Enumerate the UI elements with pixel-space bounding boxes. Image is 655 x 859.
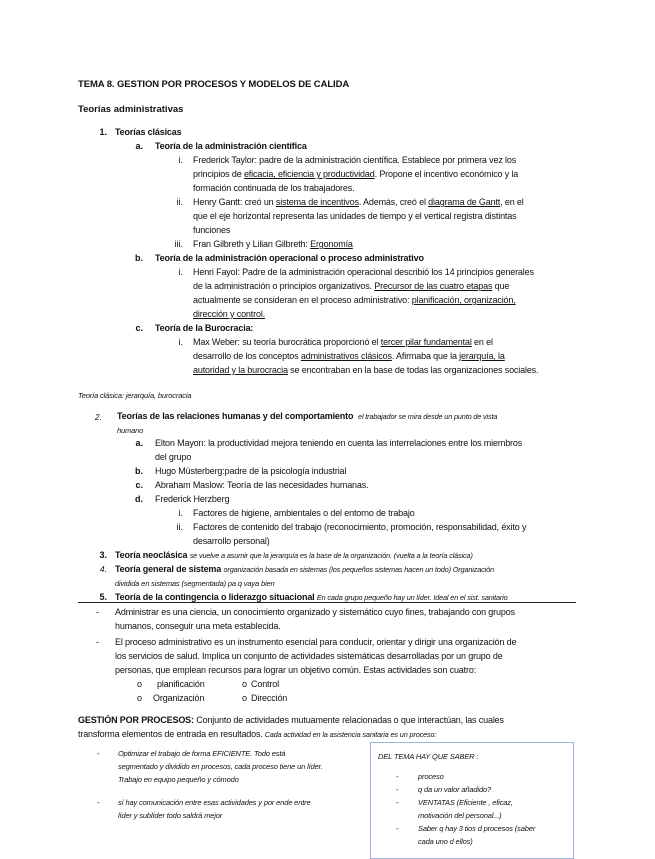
divider-line (78, 602, 576, 603)
text-line: Fran Gilbreth y Lilian Gilbreth: Ergonomía (193, 239, 353, 249)
list-letter: a. (135, 438, 143, 448)
text-line: GESTIÓN POR PROCESOS: Conjunto de actividades mutuamente relacionadas o que interactúan, las cuales (78, 715, 504, 725)
list-roman: i. (178, 337, 183, 347)
text-line: funciones (193, 225, 231, 235)
handwritten-note: Trabajo en equipo pequeño y cómodo (118, 775, 239, 784)
text-line: los servicios de salud. Implica un conjunto de actividades sistemáticas desarrolladas por un grupo de (115, 651, 503, 661)
text-line: Henri Fayol: Padre de la administración operacional describió los 14 principios generales (193, 267, 534, 277)
box-item: proceso (418, 772, 444, 781)
bullet-dash: - (396, 772, 399, 781)
list-letter: c. (135, 323, 143, 333)
text-line: Hugo Müsterberg:padre de la psicología industrial (155, 466, 347, 476)
handwritten-note: sí hay comunicación entre esas actividades y por ende entre (118, 798, 311, 807)
text-line: Factores de higiene, ambientales o del entorno de trabajo (193, 508, 415, 518)
list-letter: b. (135, 253, 143, 263)
text-line: transforma elementos de entrada en resultados. Cada actividad en la asistencia sanitaria es un proceso: (78, 729, 437, 739)
list-roman: i. (178, 155, 183, 165)
text-line: planificación (157, 679, 205, 689)
list-heading: Teoría general de sistema organización basada en sistemas (los pequeños sistemas hacen un todo) Organización (115, 564, 494, 574)
list-letter: d. (135, 494, 143, 504)
list-heading: Teoría neoclásica se vuelve a asumir que la jerarquía es la base de la organización. (vuelta a la teoría clásica) (115, 550, 473, 560)
box-item: Saber q hay 3 tios d procesos (saber (418, 824, 536, 833)
list-roman: i. (178, 267, 183, 277)
document-title: TEMA 8. GESTION POR PROCESOS Y MODELOS DE CALIDA (78, 79, 350, 90)
text-line: Abraham Maslow: Teoría de las necesidades humanas. (155, 480, 369, 490)
bullet-dash: - (97, 749, 100, 758)
text-line: Organización (153, 693, 205, 703)
box-title: DEL TEMA HAY QUE SABER : (378, 752, 479, 761)
text-line: Frederick Taylor: padre de la administración científica. Establece por primera vez los (193, 155, 517, 165)
text-line: que el eje horizontal representa las unidades de tiempo y el vertical registra distintas (193, 211, 517, 221)
list-letter: b. (135, 466, 143, 476)
list-number: 3. (99, 550, 107, 560)
text-line: Control (251, 679, 279, 689)
handwritten-note: segmentado y dividido en procesos, cada proceso tiene un líder. (118, 762, 323, 771)
bullet-circle: o (242, 693, 247, 703)
text-line: El proceso administrativo es un instrumento esencial para conducir, orientar y dirigir una organización de (115, 637, 517, 647)
text-line: Elton Mayon: la productividad mejora teniendo en cuenta las interrelaciones entre los miembros (155, 438, 523, 448)
bullet-dash: - (396, 785, 399, 794)
text-line: autoridad y la burocracia se encontraban en la base de todas las organizaciones sociales. (193, 365, 539, 375)
text-line: actualmente se consideran en el proceso administrativo: planificación, organización, (193, 295, 516, 305)
text-line: Dirección (251, 693, 288, 703)
list-roman: i. (178, 508, 183, 518)
text-line: desarrollo de los conceptos administrativos clásicos. Afirmaba que la jerarquía, la (193, 351, 505, 361)
list-letter: a. (135, 141, 143, 151)
text-line: desarrollo personal) (193, 536, 270, 546)
text-line: formación continuada de los trabajadores. (193, 183, 355, 193)
bullet-dash: - (396, 824, 399, 833)
box-item: q da un valor añadido? (418, 785, 492, 794)
list-heading: Teorías de las relaciones humanas y del comportamiento el trabajador se mira desde un punto de vista (117, 411, 498, 421)
list-roman: ii. (176, 197, 183, 207)
list-heading: Teoría de la administración científica (155, 141, 307, 151)
text-line: Administrar es una ciencia, un conocimiento organizado y sistemático cuyo fines, trabajando con grupos (115, 607, 515, 617)
section-subtitle: Teorías administrativas (78, 104, 184, 115)
text-line: personas, que emplean recursos para lograr un objetivo común. Estas actividades son cuatro: (115, 665, 477, 675)
box-item: cada uno d ellos) (418, 837, 473, 846)
list-heading: Teoría de la Burocracia: (155, 323, 254, 333)
list-number: 1. (99, 127, 107, 137)
text-line: principios de eficacia, eficiencia y productividad. Propone el incentivo económico y la (193, 169, 519, 179)
list-letter: c. (135, 480, 143, 490)
text-line: del grupo (155, 452, 192, 462)
text-line: humanos, conseguir una meta establecida. (115, 621, 281, 631)
list-heading: Teoría de la contingencia o liderazgo situacional En cada grupo pequeño hay un líder. Ideal en el sist. sanitario (115, 592, 508, 602)
box-item: motivación del personal...) (418, 811, 502, 820)
list-number: 4. (99, 564, 107, 574)
text-line: Henry Gantt: creó un sistema de incentivos. Además, creó el diagrama de Gantt, en el (193, 197, 524, 207)
list-roman: ii. (176, 522, 183, 532)
bullet-circle: o (137, 679, 142, 689)
list-roman: iii. (174, 239, 183, 249)
text-line: Factores de contenido del trabajo (reconocimiento, promoción, responsabilidad, éxito y (193, 522, 527, 532)
handwritten-note: dividida en sistemas (segmentada) pa q vaya bien (115, 579, 275, 588)
text-line: de la administración o principios organizativos. Precursor de las cuatro etapas que (193, 281, 510, 291)
handwritten-note: líder y sublíder todo saldrá mejor (118, 811, 223, 820)
text-line: Max Weber: su teoría burocrática proporcionó el tercer pilar fundamental en el (193, 337, 493, 347)
text-line: Frederick Herzberg (155, 494, 230, 504)
bullet-dash: - (96, 607, 99, 617)
bullet-dash: - (96, 637, 99, 647)
handwritten-note: Optimizar el trabajo de forma EFICIENTE. Todo está (118, 749, 286, 758)
handwritten-note: humano (117, 426, 144, 435)
list-number: 2. (94, 412, 102, 422)
text-line: dirección y control. (193, 309, 266, 319)
bullet-dash: - (97, 798, 100, 807)
box-item: VENTATAS (Eficiente , eficaz, (418, 798, 513, 807)
list-heading: Teoría de la administración operacional o proceso administrativo (155, 253, 424, 263)
bullet-circle: o (242, 679, 247, 689)
list-heading: Teorías clásicas (115, 127, 182, 137)
handwritten-note: Teoría clásica: jerarquía, burocracia (78, 391, 192, 400)
bullet-dash: - (396, 798, 399, 807)
list-number: 5. (99, 592, 107, 602)
bullet-circle: o (137, 693, 142, 703)
